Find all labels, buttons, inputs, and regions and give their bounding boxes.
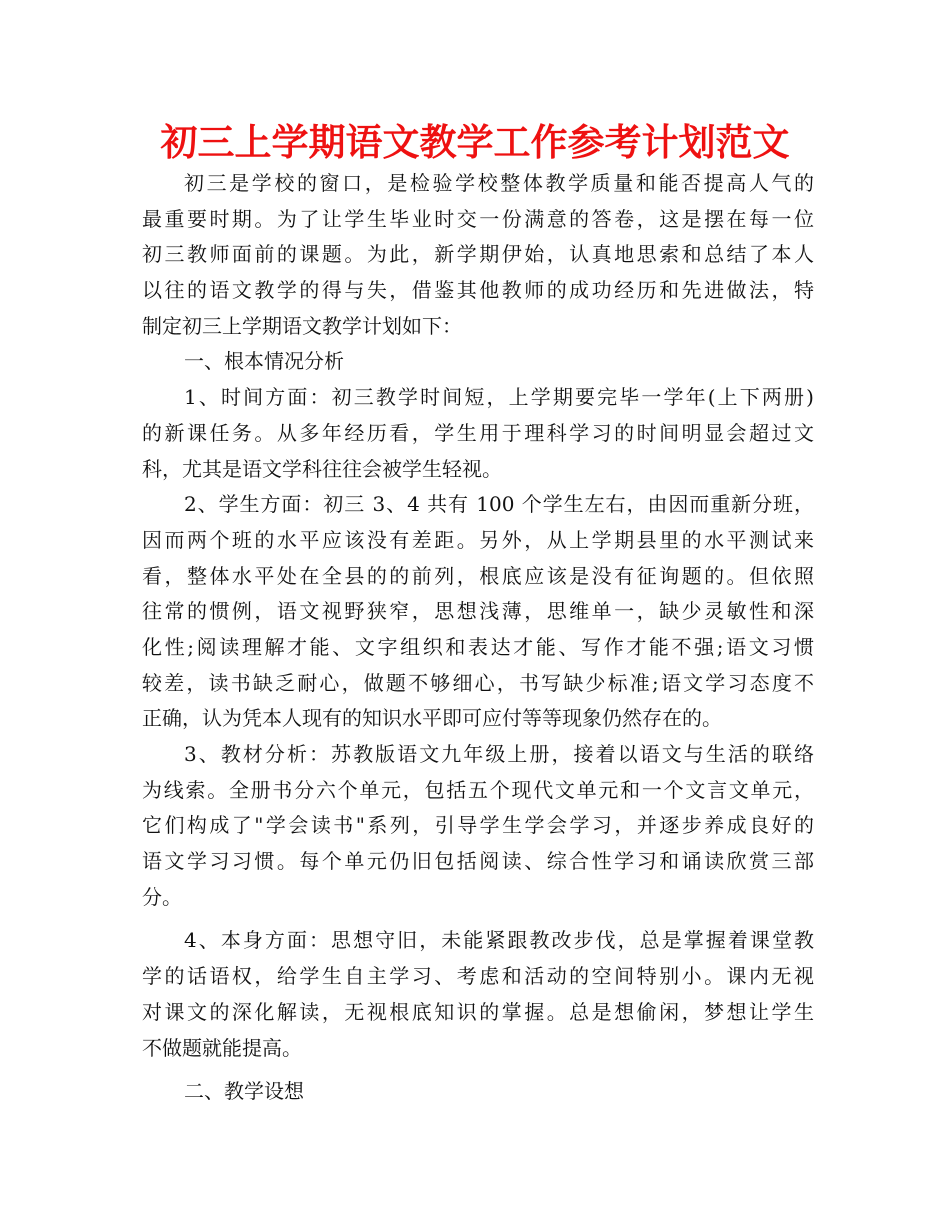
paragraph-line: 科，尤其是语文学科往往会被学生轻视。 xyxy=(142,456,502,481)
paragraph-line: 较差，读书缺乏耐心，做题不够细心，书写缺少标准;语文学习态度不 xyxy=(142,670,814,695)
paragraph-line: 的新课任务。从多年经历看，学生用于理科学习的时间明显会超过文 xyxy=(142,420,814,445)
paragraph-line: 不做题就能提高。 xyxy=(142,1035,302,1060)
paragraph-line: 往常的惯例，语文视野狭窄，思想浅薄，思维单一，缺少灵敏性和深 xyxy=(142,599,814,624)
paragraph-line: 它们构成了"学会读书"系列，引导学生学会学习，并逐步养成良好的 xyxy=(142,813,814,838)
paragraph-line: 对课文的深化解读，无视根底知识的掌握。总是想偷闲，梦想让学生 xyxy=(142,999,814,1024)
item-textbook-paragraph xyxy=(142,737,814,915)
paragraph-line: 初三教师面前的课题。为此，新学期伊始，认真地思索和总结了本人 xyxy=(142,242,814,267)
section-heading-2: 二、教学设想 xyxy=(184,1079,304,1104)
paragraph-line: 以往的语文教学的得与失，借鉴其他教师的成功经历和先进做法，特 xyxy=(142,278,814,303)
section-heading-1: 一、根本情况分析 xyxy=(184,349,344,374)
paragraph-line: 看，整体水平处在全县的的前列，根底应该是没有征询题的。但依照 xyxy=(142,563,814,588)
paragraph-line: 语文学习习惯。每个单元仍旧包括阅读、综合性学习和诵读欣赏三部 xyxy=(142,849,814,874)
document-title: 初三上学期语文教学工作参考计划范文 xyxy=(160,121,790,164)
paragraph-line: 正确，认为凭本人现有的知识水平即可应付等等现象仍然存在的。 xyxy=(142,706,722,731)
paragraph-line: 1、时间方面：初三教学时间短，上学期要完毕一学年(上下两册) xyxy=(184,385,814,410)
paragraph-line: 学的话语权，给学生自主学习、考虑和活动的空间特别小。课内无视 xyxy=(142,964,814,989)
paragraph-line: 为线索。全册书分六个单元，包括五个现代文单元和一个文言文单元， xyxy=(142,777,814,802)
item-time-paragraph xyxy=(142,380,814,487)
paragraph-line: 化性;阅读理解才能、文字组织和表达才能、写作才能不强;语文习惯 xyxy=(142,634,814,659)
paragraph-line: 3、教材分析：苏教版语文九年级上册，接着以语文与生活的联络 xyxy=(184,742,814,766)
paragraph-line: 2、学生方面：初三 3、4 共有 100 个学生左右，由因而重新分班， xyxy=(184,492,814,517)
item-self-paragraph xyxy=(142,923,814,1066)
paragraph-gap xyxy=(142,915,814,923)
paragraph-line: 因而两个班的水平应该没有差距。另外，从上学期县里的水平测试来 xyxy=(142,527,814,552)
paragraph-line: 最重要时期。为了让学生毕业时交一份满意的答卷，这是摆在每一位 xyxy=(142,206,814,231)
intro-paragraph xyxy=(142,166,814,344)
paragraph-line: 4、本身方面：思想守旧，未能紧跟教改步伐，总是掌握着课堂教 xyxy=(184,928,814,953)
paragraph-gap xyxy=(142,1066,814,1074)
paragraph-line: 分。 xyxy=(142,884,182,909)
item-students-paragraph xyxy=(142,487,814,737)
paragraph-line: 制定初三上学期语文教学计划如下： xyxy=(142,313,462,338)
document-body xyxy=(142,166,814,1110)
paragraph-line: 初三是学校的窗口，是检验学校整体教学质量和能否提高人气的 xyxy=(184,171,814,195)
